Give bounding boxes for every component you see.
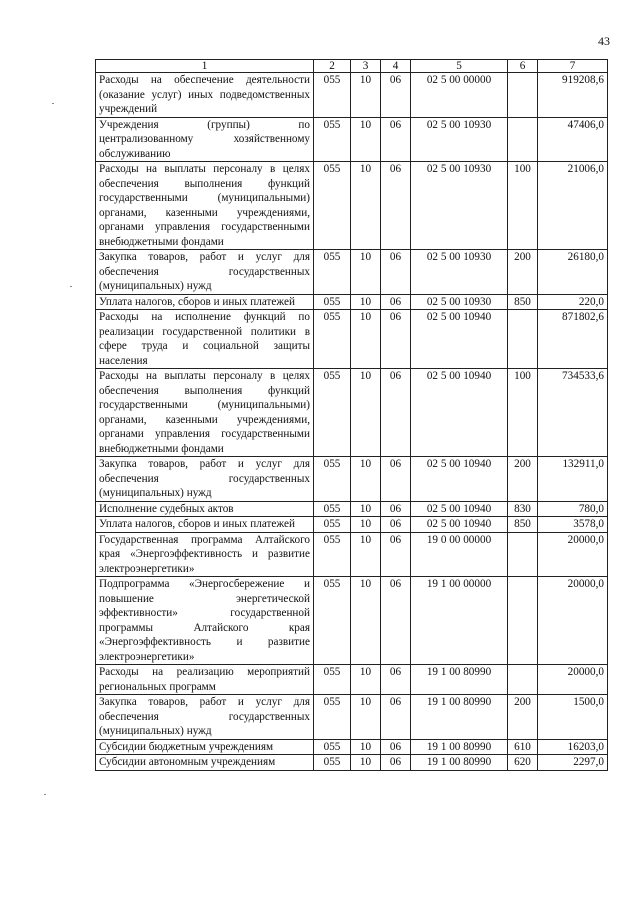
ministry-code: 055	[314, 695, 351, 740]
target-article: 02 5 00 10930	[411, 162, 508, 250]
header-col-7: 7	[538, 60, 608, 73]
budget-table	[95, 59, 608, 771]
expense-type: 620	[508, 755, 538, 771]
amount: 20000,0	[538, 665, 608, 695]
section-code: 10	[351, 755, 381, 771]
expense-type: 850	[508, 517, 538, 533]
target-article: 19 1 00 80990	[411, 695, 508, 740]
ministry-code: 055	[314, 457, 351, 502]
subsection-code: 06	[381, 369, 411, 457]
ministry-code: 055	[314, 755, 351, 771]
subsection-code: 06	[381, 250, 411, 295]
amount: 20000,0	[538, 577, 608, 665]
header-col-3: 3	[351, 60, 381, 73]
expense-name: Расходы на исполнение функций по реализации государственной политики в сфере труда и социальной защиты населения	[96, 310, 314, 369]
amount: 26180,0	[538, 250, 608, 295]
amount: 220,0	[538, 294, 608, 310]
amount: 780,0	[538, 501, 608, 517]
expense-name: Уплата налогов, сборов и иных платежей	[96, 517, 314, 533]
section-code: 10	[351, 294, 381, 310]
target-article: 02 5 00 10940	[411, 501, 508, 517]
expense-name: Расходы на реализацию мероприятий региональных программ	[96, 665, 314, 695]
section-code: 10	[351, 117, 381, 162]
subsection-code: 06	[381, 577, 411, 665]
target-article: 19 1 00 00000	[411, 577, 508, 665]
table-row	[96, 250, 608, 295]
table-row	[96, 739, 608, 755]
ministry-code: 055	[314, 532, 351, 577]
section-code: 10	[351, 457, 381, 502]
ministry-code: 055	[314, 369, 351, 457]
section-code: 10	[351, 577, 381, 665]
header-row	[96, 60, 608, 73]
target-article: 02 5 00 10930	[411, 250, 508, 295]
expense-type: 610	[508, 739, 538, 755]
subsection-code: 06	[381, 310, 411, 369]
table-row	[96, 117, 608, 162]
ministry-code: 055	[314, 250, 351, 295]
target-article: 02 5 00 10930	[411, 117, 508, 162]
expense-type: 100	[508, 162, 538, 250]
header-col-5: 5	[411, 60, 508, 73]
header-col-1: 1	[96, 60, 314, 73]
expense-type	[508, 73, 538, 118]
ministry-code: 055	[314, 577, 351, 665]
subsection-code: 06	[381, 294, 411, 310]
section-code: 10	[351, 73, 381, 118]
subsection-code: 06	[381, 695, 411, 740]
expense-type	[508, 665, 538, 695]
expense-type	[508, 117, 538, 162]
ministry-code: 055	[314, 501, 351, 517]
amount: 21006,0	[538, 162, 608, 250]
target-article: 02 5 00 10930	[411, 294, 508, 310]
target-article: 02 5 00 10940	[411, 369, 508, 457]
header-col-2: 2	[314, 60, 351, 73]
page-number: 43	[598, 34, 610, 48]
amount: 2297,0	[538, 755, 608, 771]
target-article: 02 5 00 10940	[411, 457, 508, 502]
expense-name: Расходы на выплаты персоналу в целях обеспечения выполнения функций государственными (муниципальными) органами, казенными учреждениями, органами управления государственными внебюджетными фондами	[96, 369, 314, 457]
header-col-4: 4	[381, 60, 411, 73]
expense-type	[508, 577, 538, 665]
target-article: 19 1 00 80990	[411, 739, 508, 755]
amount: 919208,6	[538, 73, 608, 118]
amount: 1500,0	[538, 695, 608, 740]
expense-type: 200	[508, 457, 538, 502]
subsection-code: 06	[381, 665, 411, 695]
table-row	[96, 532, 608, 577]
expense-name: Расходы на выплаты персоналу в целях обеспечения выполнения функций государственными (муниципальными) органами, казенными учреждениями, органами управления государственными внебюджетными фондами	[96, 162, 314, 250]
subsection-code: 06	[381, 457, 411, 502]
table-row	[96, 369, 608, 457]
scan-speck	[52, 103, 54, 104]
ministry-code: 055	[314, 73, 351, 118]
subsection-code: 06	[381, 532, 411, 577]
section-code: 10	[351, 532, 381, 577]
amount: 734533,6	[538, 369, 608, 457]
amount: 16203,0	[538, 739, 608, 755]
ministry-code: 055	[314, 117, 351, 162]
amount: 871802,6	[538, 310, 608, 369]
table-row	[96, 457, 608, 502]
section-code: 10	[351, 501, 381, 517]
expense-name: Субсидии автономным учреждениям	[96, 755, 314, 771]
section-code: 10	[351, 517, 381, 533]
expense-name: Расходы на обеспечение деятельности (оказание услуг) иных подведомственных учреждений	[96, 73, 314, 118]
ministry-code: 055	[314, 739, 351, 755]
ministry-code: 055	[314, 517, 351, 533]
expense-type	[508, 310, 538, 369]
expense-name: Учреждения (группы) по централизованному хозяйственному обслуживанию	[96, 117, 314, 162]
ministry-code: 055	[314, 665, 351, 695]
expense-name: Закупка товаров, работ и услуг для обеспечения государственных (муниципальных) нужд	[96, 457, 314, 502]
section-code: 10	[351, 665, 381, 695]
expense-name: Подпрограмма «Энергосбережение и повышение энергетической эффективности» государственной программы Алтайского края «Энергоэффективность и развитие электроэнергетики»	[96, 577, 314, 665]
subsection-code: 06	[381, 501, 411, 517]
section-code: 10	[351, 310, 381, 369]
section-code: 10	[351, 369, 381, 457]
amount: 132911,0	[538, 457, 608, 502]
subsection-code: 06	[381, 755, 411, 771]
expense-type: 200	[508, 695, 538, 740]
subsection-code: 06	[381, 162, 411, 250]
section-code: 10	[351, 695, 381, 740]
subsection-code: 06	[381, 73, 411, 118]
expense-name: Государственная программа Алтайского края «Энергоэффективность и развитие электроэнергетики»	[96, 532, 314, 577]
target-article: 19 0 00 00000	[411, 532, 508, 577]
header-col-6: 6	[508, 60, 538, 73]
expense-name: Закупка товаров, работ и услуг для обеспечения государственных (муниципальных) нужд	[96, 695, 314, 740]
scan-speck	[44, 794, 46, 795]
ministry-code: 055	[314, 310, 351, 369]
expense-type: 100	[508, 369, 538, 457]
section-code: 10	[351, 739, 381, 755]
table-row	[96, 755, 608, 771]
section-code: 10	[351, 250, 381, 295]
expense-type: 830	[508, 501, 538, 517]
target-article: 19 1 00 80990	[411, 755, 508, 771]
table-row	[96, 665, 608, 695]
ministry-code: 055	[314, 162, 351, 250]
amount: 47406,0	[538, 117, 608, 162]
section-code: 10	[351, 162, 381, 250]
target-article: 19 1 00 80990	[411, 665, 508, 695]
table-row	[96, 310, 608, 369]
amount: 20000,0	[538, 532, 608, 577]
table-row	[96, 695, 608, 740]
target-article: 02 5 00 00000	[411, 73, 508, 118]
expense-name: Закупка товаров, работ и услуг для обеспечения государственных (муниципальных) нужд	[96, 250, 314, 295]
table-row	[96, 501, 608, 517]
expense-name: Уплата налогов, сборов и иных платежей	[96, 294, 314, 310]
expense-type: 200	[508, 250, 538, 295]
expense-type	[508, 532, 538, 577]
subsection-code: 06	[381, 517, 411, 533]
expense-name: Исполнение судебных актов	[96, 501, 314, 517]
expense-type: 850	[508, 294, 538, 310]
expense-name: Субсидии бюджетным учреждениям	[96, 739, 314, 755]
subsection-code: 06	[381, 117, 411, 162]
table-row	[96, 517, 608, 533]
subsection-code: 06	[381, 739, 411, 755]
target-article: 02 5 00 10940	[411, 310, 508, 369]
table-row	[96, 294, 608, 310]
scan-speck	[70, 286, 72, 287]
table-row	[96, 577, 608, 665]
amount: 3578,0	[538, 517, 608, 533]
target-article: 02 5 00 10940	[411, 517, 508, 533]
ministry-code: 055	[314, 294, 351, 310]
table-row	[96, 162, 608, 250]
table-row	[96, 73, 608, 118]
